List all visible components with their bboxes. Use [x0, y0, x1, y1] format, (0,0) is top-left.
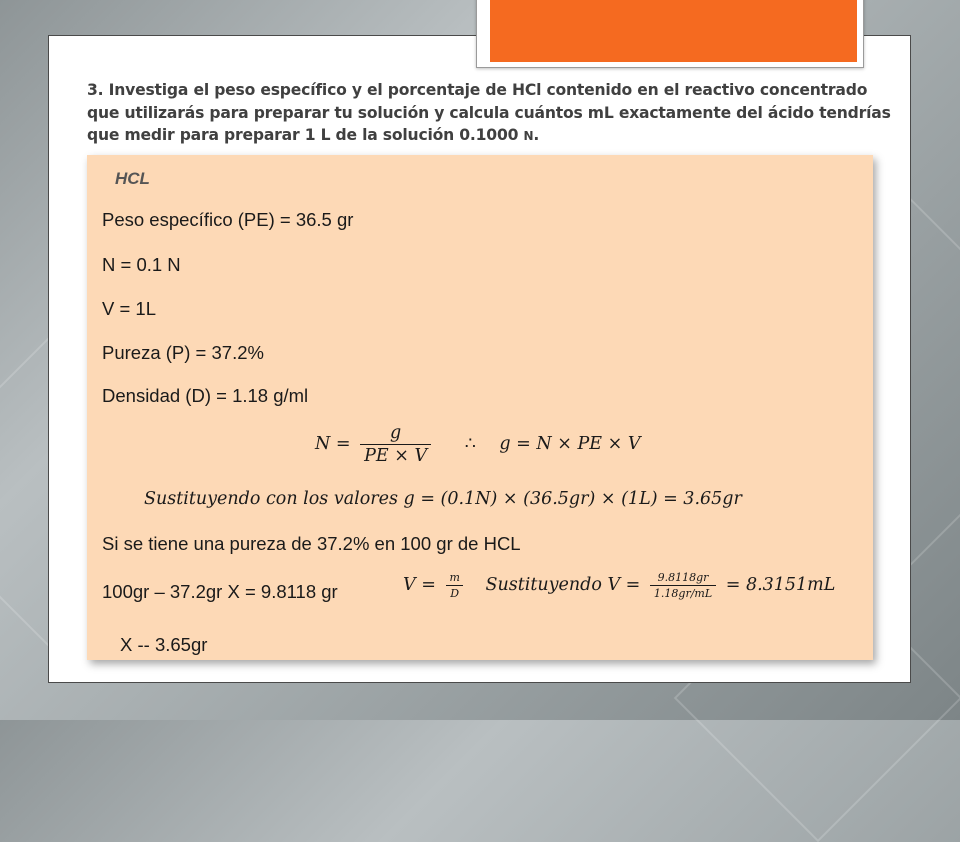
volumen-line: V = 1L [102, 298, 157, 319]
volume-substituted-fraction: $\frac{9.8118gr}{1.18gr/mL}$ [650, 571, 716, 600]
card-heading: HCL [115, 169, 150, 188]
pureza-statement: Si se tiene una pureza de 37.2% en 100 gr de HCL [102, 533, 521, 554]
substitution-line: Sustituyendo con los valores g = (0.1N) × (36.5gr) × (1L) = 3.65gr [144, 489, 742, 509]
pureza-line: Pureza (P) = 37.2% [102, 342, 264, 363]
volume-formula: V = $\frac{m}{D}$ Sustituyendo V = $\frac{9.8118gr}{1.18gr/mL}$ = 8.3151mL [403, 571, 836, 600]
rule-of-three-row2: X -- 3.65gr [120, 634, 208, 655]
question-text: 3. Investiga el peso específico y el porcentaje de HCl contenido en el reactivo concentrado que utilizarás para preparar tu solución y calcula cuántos mL exactamente del ácido tendrías que medir para preparar 1 L de la solución 0.1000 N. [87, 81, 891, 144]
densidad-line: Densidad (D) = 1.18 g/ml [102, 385, 309, 406]
solution-card [87, 155, 873, 660]
rule-of-three-row1: 100gr – 37.2gr X = 9.8118 gr [102, 581, 338, 602]
normalidad-line: N = 0.1 N [102, 254, 181, 275]
peso-especifico-line: Peso específico (PE) = 36.5 gr [102, 209, 354, 230]
formula-fraction: $\frac{g}{PE \times V}$ [360, 423, 431, 466]
normality-formula: N = $\frac{g}{PE \times V}$ ∴ g = N × PE × V [315, 423, 641, 466]
accent-bar [490, 0, 857, 62]
volume-fraction: $\frac{m}{D}$ [445, 571, 463, 600]
